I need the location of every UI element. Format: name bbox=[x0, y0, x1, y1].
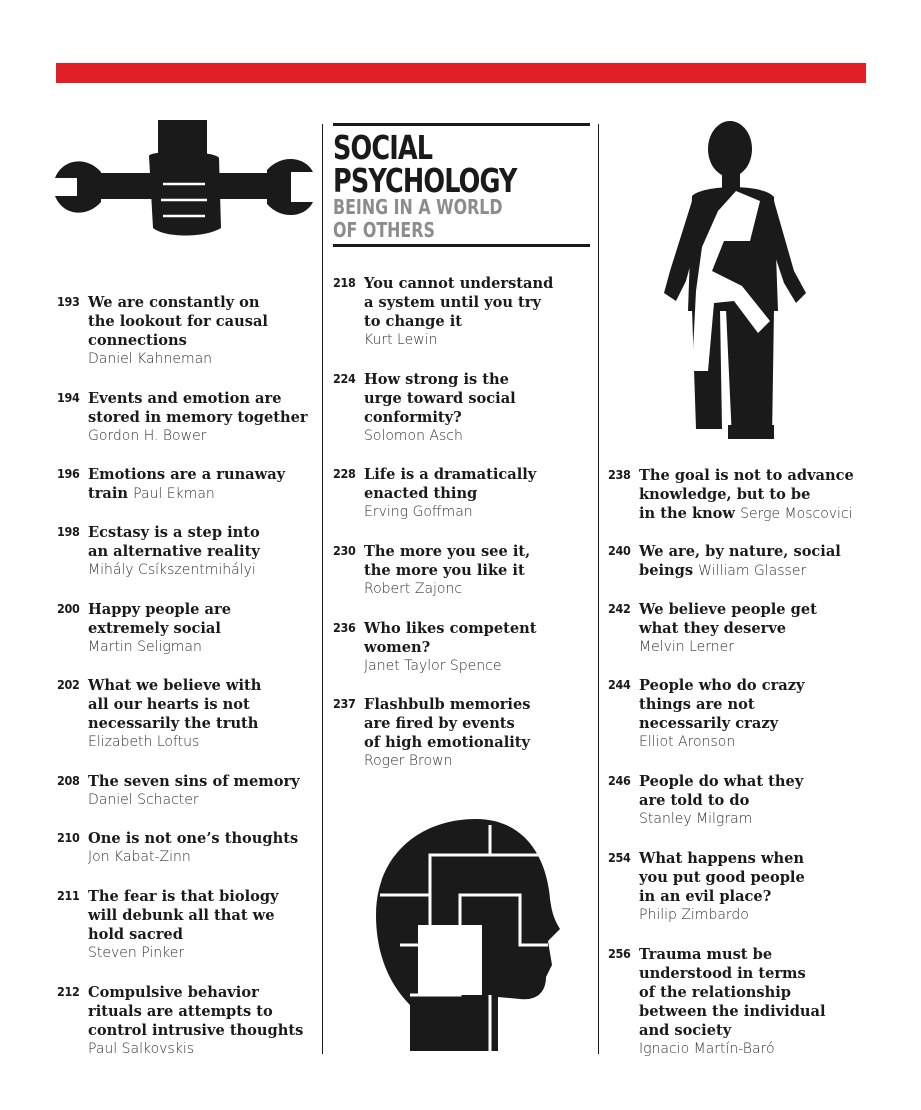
page-number: 256 bbox=[608, 946, 631, 961]
author-name: Gordon H. Bower bbox=[88, 428, 207, 444]
toc-entry[interactable] bbox=[333, 695, 530, 771]
toc-entry[interactable] bbox=[57, 465, 285, 504]
page-number: 236 bbox=[333, 620, 356, 635]
toc-entry[interactable] bbox=[57, 600, 231, 657]
chapter-title: The fear is that biology will debunk all that we hold sacred bbox=[88, 888, 279, 943]
chapter-title: Trauma must be understood in terms of the relationship between the individual and society bbox=[639, 946, 826, 1039]
chapter-title: People do what they are told to do bbox=[639, 773, 804, 809]
chapter-title: The goal is not to advance knowledge, but to be in the know Serge Moscovici bbox=[639, 467, 854, 522]
author-name: Erving Goffman bbox=[364, 504, 473, 520]
chapter-title: People who do crazy things are not necessarily crazy bbox=[639, 677, 805, 732]
page-number: 194 bbox=[57, 390, 80, 405]
toc-entry[interactable] bbox=[608, 945, 826, 1059]
author-name: Daniel Schacter bbox=[88, 792, 199, 808]
page-number: 246 bbox=[608, 773, 631, 788]
chapter-title: You cannot understand a system until you try to change it bbox=[364, 275, 554, 330]
page-number: 211 bbox=[57, 888, 80, 903]
page-number: 230 bbox=[333, 543, 356, 558]
toc-entry[interactable] bbox=[333, 274, 553, 350]
author-name: Serge Moscovici bbox=[740, 506, 853, 522]
author-name: Melvin Lerner bbox=[639, 639, 734, 655]
page-number: 218 bbox=[333, 275, 356, 290]
toc-entry[interactable] bbox=[333, 370, 516, 446]
chapter-title: How strong is the urge toward social conformity? bbox=[364, 371, 516, 426]
chapter-title: The more you see it, the more you like it bbox=[364, 543, 531, 579]
toc-entry[interactable] bbox=[608, 542, 841, 581]
chapter-title: The seven sins of memory bbox=[88, 773, 300, 790]
author-name: Ignacio Martín-Baró bbox=[639, 1041, 775, 1057]
author-name: Elliot Aronson bbox=[639, 734, 736, 750]
page-number: 238 bbox=[608, 467, 631, 482]
author-name: Paul Salkovskis bbox=[88, 1041, 195, 1057]
toc-entry[interactable] bbox=[608, 466, 854, 524]
toc-entry[interactable] bbox=[57, 389, 308, 446]
page-number: 212 bbox=[57, 984, 80, 999]
toc-entry[interactable] bbox=[333, 542, 530, 599]
toc-entry[interactable] bbox=[57, 887, 279, 963]
page-number: 254 bbox=[608, 850, 631, 865]
page-number: 237 bbox=[333, 696, 356, 711]
chapter-title: Compulsive behavior rituals are attempts to control intrusive thoughts bbox=[88, 984, 304, 1039]
page-number: 244 bbox=[608, 677, 631, 692]
page-number: 208 bbox=[57, 773, 80, 788]
chapter-title: One is not one’s thoughts bbox=[88, 830, 299, 847]
column-divider-right bbox=[598, 124, 599, 1054]
author-name: Robert Zajonc bbox=[364, 581, 463, 597]
chapter-title: Events and emotion are stored in memory together bbox=[88, 390, 308, 426]
chapter-title: We are, by nature, social beings William Glasser bbox=[639, 543, 841, 579]
page-number: 210 bbox=[57, 830, 80, 845]
figure-silhouette-icon bbox=[662, 121, 810, 441]
author-name: Solomon Asch bbox=[364, 428, 463, 444]
chapter-title: Ecstasy is a step into an alternative reality bbox=[88, 524, 260, 560]
chapter-title: What happens when you put good people in an evil place? bbox=[639, 850, 805, 905]
hand-wrench-icon bbox=[55, 120, 313, 240]
toc-entry[interactable] bbox=[57, 772, 300, 810]
author-name: Philip Zimbardo bbox=[639, 907, 749, 923]
top-red-bar bbox=[56, 63, 866, 83]
section-subtitle: BEING IN A WORLD OF OTHERS bbox=[333, 195, 503, 242]
toc-entry[interactable] bbox=[57, 293, 268, 369]
author-name: Kurt Lewin bbox=[364, 332, 438, 348]
page-number: 240 bbox=[608, 543, 631, 558]
chapter-title: What we believe with all our hearts is not necessarily the truth bbox=[88, 677, 262, 732]
page-number: 202 bbox=[57, 677, 80, 692]
author-name: Stanley Milgram bbox=[639, 811, 753, 827]
head-puzzle-icon bbox=[370, 815, 560, 1055]
page-number: 242 bbox=[608, 601, 631, 616]
chapter-title: We believe people get what they deserve bbox=[639, 601, 817, 637]
chapter-title: Life is a dramatically enacted thing bbox=[364, 466, 537, 502]
author-name: Paul Ekman bbox=[133, 486, 215, 502]
section-top-rule bbox=[333, 123, 590, 126]
toc-entry[interactable] bbox=[57, 676, 261, 752]
chapter-title: Happy people are extremely social bbox=[88, 601, 231, 637]
column-divider-left bbox=[322, 124, 323, 1054]
chapter-title: Emotions are a runaway train Paul Ekman bbox=[88, 466, 286, 502]
toc-entry[interactable] bbox=[57, 829, 298, 867]
toc-entry[interactable] bbox=[608, 600, 817, 657]
page-number: 228 bbox=[333, 466, 356, 481]
toc-entry[interactable] bbox=[333, 619, 537, 676]
page-number: 224 bbox=[333, 371, 356, 386]
author-name: Elizabeth Loftus bbox=[88, 734, 200, 750]
author-name: Daniel Kahneman bbox=[88, 351, 213, 367]
section-bottom-rule bbox=[333, 244, 590, 247]
page-number: 198 bbox=[57, 524, 80, 539]
section-title: SOCIAL PSYCHOLOGY bbox=[333, 128, 517, 200]
page-number: 193 bbox=[57, 294, 80, 309]
chapter-title: Who likes competent women? bbox=[364, 620, 537, 656]
toc-entry[interactable] bbox=[608, 849, 805, 925]
page-number: 200 bbox=[57, 601, 80, 616]
author-name: Martin Seligman bbox=[88, 639, 202, 655]
toc-entry[interactable] bbox=[608, 772, 803, 829]
toc-entry[interactable] bbox=[57, 523, 260, 580]
author-name: Janet Taylor Spence bbox=[364, 658, 502, 674]
chapter-title: We are constantly on the lookout for causal connections bbox=[88, 294, 268, 349]
author-name: Roger Brown bbox=[364, 753, 453, 769]
author-name: Mihály Csíkszentmihályi bbox=[88, 562, 256, 578]
chapter-title: Flashbulb memories are fired by events of high emotionality bbox=[364, 696, 531, 751]
page-number: 196 bbox=[57, 466, 80, 481]
toc-entry[interactable] bbox=[57, 983, 303, 1059]
author-name: Steven Pinker bbox=[88, 945, 185, 961]
author-name: William Glasser bbox=[698, 563, 807, 579]
toc-entry[interactable] bbox=[333, 465, 536, 522]
author-name: Jon Kabat-Zinn bbox=[88, 849, 191, 865]
toc-entry[interactable] bbox=[608, 676, 805, 752]
